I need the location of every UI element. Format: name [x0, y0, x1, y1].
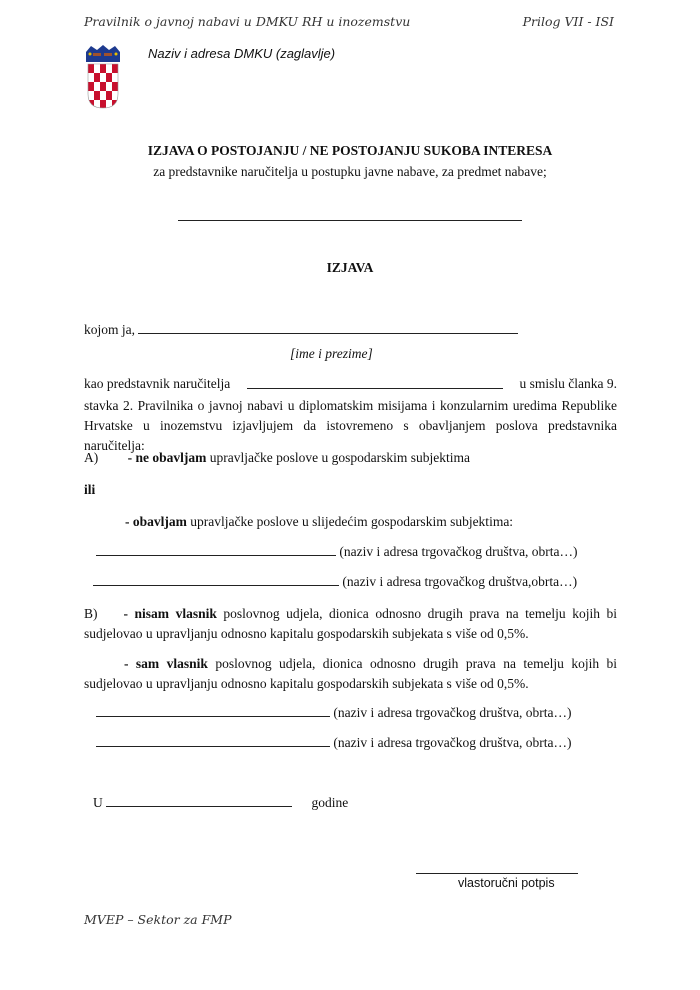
fill-a2-row	[93, 573, 577, 590]
name-caption: [ime i prezime]	[290, 346, 373, 361]
place-label: U	[93, 795, 103, 810]
fill-a2-line[interactable]	[93, 573, 339, 586]
option-b-label: B)	[84, 606, 98, 621]
option-b-text: poslovnog udjela, dionica odnosno drugih prava na temelju kojih bi sudjelovao u upravljanju odnosno kapitalu gospodarskih subjekata s više od 0,5%.	[84, 606, 617, 641]
option-b2-bold: - sam vlasnik	[124, 656, 208, 671]
place-date-line[interactable]	[106, 794, 292, 807]
fill-b1-caption: (naziv i adresa trgovačkog društva, obrta…)	[333, 705, 572, 720]
option-b	[84, 604, 617, 644]
para1-first-line	[84, 376, 617, 392]
year-label: godine	[311, 795, 349, 810]
document-subtitle: za predstavnike naručitelja u postupku javne nabave, za predmet nabave;	[153, 164, 547, 179]
header-left: Pravilnik o javnoj nabavi u DMKU RH u inozemstvu	[84, 14, 411, 29]
fill-a1-row	[96, 543, 578, 560]
fill-b1-row	[96, 704, 572, 721]
fill-b2-caption: (naziv i adresa trgovačkog društva, obrta…)	[333, 735, 572, 750]
footer-text: MVEP – Sektor za FMP	[84, 912, 232, 927]
option-a	[84, 450, 470, 466]
contracting-authority-blank-line[interactable]	[247, 376, 503, 389]
place-date-row	[93, 794, 348, 811]
document-title: IZJAVA O POSTOJANJU / NE POSTOJANJU SUKOBA INTERESA	[147, 143, 553, 158]
letterhead-text: Naziv i adresa DMKU (zaglavlje)	[148, 46, 336, 61]
option-a-bold: - ne obavljam	[127, 450, 207, 465]
fill-a1-caption: (naziv i adresa trgovačkog društva, obrta…)	[339, 544, 578, 559]
izjava-heading: IZJAVA	[326, 260, 374, 275]
option-b2	[84, 654, 617, 694]
option-a2-text: upravljačke poslove u slijedećim gospodarskim subjektima:	[186, 514, 514, 529]
fill-b2-line[interactable]	[96, 734, 330, 747]
ili-text: ili	[84, 482, 96, 497]
kojom-ja-label: kojom ja,	[84, 322, 135, 337]
kojom-ja-row	[84, 321, 518, 338]
para1-text-b: u smislu članka 9.	[519, 376, 617, 391]
subject-blank-line[interactable]	[178, 220, 522, 221]
header-right: Prilog VII - ISI	[522, 14, 614, 29]
name-blank-line[interactable]	[138, 321, 518, 334]
signature-line[interactable]	[416, 873, 578, 874]
option-b-bold: - nisam vlasnik	[123, 606, 217, 621]
option-b2-text: poslovnog udjela, dionica odnosno drugih prava na temelju kojih bi sudjelovao u upravljanju odnosno kapitalu gospodarskih subjekata s više od 0,5%.	[84, 656, 617, 691]
fill-b2-row	[96, 734, 572, 751]
option-a2-bold: - obavljam	[125, 514, 187, 529]
option-a2	[125, 514, 513, 530]
croatian-coat-of-arms-icon	[85, 44, 121, 110]
signature-caption: vlastoručni potpis	[458, 876, 555, 890]
fill-a2-caption: (naziv i adresa trgovačkog društva,obrta…)	[342, 574, 578, 589]
option-a-label: A)	[84, 450, 99, 465]
para1-body: stavka 2. Pravilnika o javnoj nabavi u diplomatskim misijama i konzularnim uredima Republike Hrvatske u inozemstvu izjavljujem da istovremeno s obavljanjem poslova predstavnika naručitelja:	[84, 398, 617, 453]
fill-a1-line[interactable]	[96, 543, 336, 556]
para1-text-a: kao predstavnik naručitelja	[84, 376, 231, 391]
option-a-text: upravljačke poslove u gospodarskim subjektima	[206, 450, 470, 465]
fill-b1-line[interactable]	[96, 704, 330, 717]
